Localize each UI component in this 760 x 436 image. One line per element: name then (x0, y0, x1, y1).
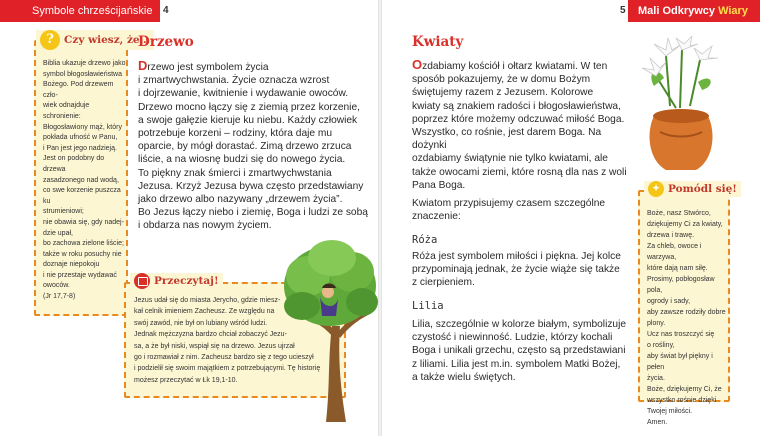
tree-zacchaeus-illustration (282, 236, 378, 422)
read-line: Jednak mężczyzna bardzo chciał zobaczyć Jezu- (134, 331, 287, 339)
rose-line: przypominają jednak, że życie wiąże się także (412, 264, 620, 276)
did-you-know-line: Jest on podobny do drzewa (43, 155, 105, 173)
flowers-line: sposób pokazujemy, że w domu Bożym (412, 74, 591, 86)
pray-line: o rośliny, (647, 342, 675, 349)
did-you-know-line: symbol błogosławieństwa (43, 70, 122, 78)
read-title: Przeczytaj! (130, 273, 223, 289)
did-you-know-line: i Pan jest jego nadzieją. (43, 144, 117, 152)
pray-line: Amen. (647, 419, 668, 426)
tree-line: potrzebuje korzeni – rodziny, która daje mu (138, 128, 333, 140)
tree-line: To piękny znak śmierci i zmartwychwstania (138, 167, 332, 179)
flowers-line: Pana Boga. (412, 179, 466, 191)
right-header-bar (628, 0, 760, 22)
pray-line: drzewa i trawę. (647, 232, 695, 239)
flowers-line: ozdabiamy świątynie nie tylko kwiatami, ale (412, 153, 608, 165)
rose-line: Róża jest symbolem miłości i piękna. Jej kolce (412, 251, 621, 262)
tree-line: i obdarza nas nowym życiem. (138, 220, 272, 232)
read-line: możesz przeczytać w Łk 19,1-10. (134, 376, 238, 384)
did-you-know-line: pokłada ufność w Panu, (43, 134, 118, 142)
pray-line: wszystko rośnie dzięki (647, 397, 717, 404)
tree-line: Drzewo mocno łączy się z ziemią przez korzenie, (138, 101, 360, 113)
pray-line: ogrody i sady, (647, 298, 691, 305)
tree-line: Bo Jezus łączy niebo i ziemię, Boga i ludzi ze sobą (138, 207, 368, 219)
flowers-intro (412, 197, 638, 223)
pray-line: Ucz nas troszczyć się (647, 331, 715, 338)
pray-line: dziękujemy Ci za kwiaty, (647, 221, 723, 228)
lily-line: z liliami. Lilia jest m.in. symbolem Matki Bożej, (412, 358, 621, 370)
right-page (382, 0, 760, 436)
did-you-know-line: doznaje niepokoju (43, 261, 100, 269)
tree-first-line: Drzewo jest symbolem życia (138, 58, 269, 73)
pray-line: Za chleb, owoce i warzywa, (647, 243, 702, 261)
tree-heading: Drzewo (138, 34, 194, 50)
praying-hands-icon (648, 181, 664, 197)
did-you-know-line: owoców. (43, 282, 70, 290)
pray-line: plony. (647, 320, 666, 327)
tree-line: oparcie, by mógł dorastać. Zimą drzewo zrzuca (138, 141, 352, 153)
lily-line: a także wielu świętych. (412, 371, 516, 383)
did-you-know-line: wiek odnajduje schronienie: (43, 102, 90, 120)
pray-box (638, 190, 730, 426)
tree-line: a swoje gałęzie kieruje ku niebu. Każdy człowiek (138, 114, 358, 126)
book-icon (134, 273, 150, 289)
read-line: sa, a że był niski, wspiął się na drzewo. Jezus ujrzał (134, 342, 295, 350)
tree-line: liście, a na wiosnę budzi się do nowego życia. (138, 154, 346, 166)
did-you-know-line: strumieniowi; (43, 208, 84, 216)
flowers-line: kwiaty są znakiem radości i błogosławieństwa, (412, 100, 621, 112)
flowers-line: także owocami ziemi, które rosną dla nas z woli (412, 166, 627, 178)
flowers-intro-line: znaczenie: (412, 211, 461, 223)
flowers-first-line: Ozdabiamy kościół i ołtarz kwiatami. W ten (412, 57, 608, 72)
did-you-know-title: ? Czy wiesz, że… (36, 30, 154, 50)
did-you-know-line: zasadzonego nad wodą, (43, 176, 119, 184)
pray-line: Boże, dziękujemy Ci, że (647, 386, 722, 393)
flowers-line: Wszystko, co rośnie, jest darem Boga. Na dożynki (412, 127, 602, 152)
did-you-know-line: i nie przestaje wydawać (43, 271, 117, 279)
pray-line: Twojej miłości. (647, 408, 693, 415)
did-you-know-line: także w roku posuchy nie (43, 250, 122, 258)
did-you-know-line: bo zachowa zielone liście; (43, 240, 124, 248)
did-you-know-line: co swe korzenie puszcza ku (43, 187, 121, 205)
pray-title: ✦ Pomódl się! (644, 181, 741, 197)
read-line: go i rozmawiał z nim. Zacheusz bardzo się z tego ucieszył (134, 354, 314, 362)
pray-line: aby zawsze rodziły dobre (647, 309, 726, 316)
lily-line: Boga i unikali grzechu, często są przedstawiani (412, 345, 626, 357)
read-line: swój zawód, nie był on lubiany wśród ludzi. (134, 319, 268, 327)
pray-line: Prosimy, pobłogosław pola, (647, 276, 715, 294)
did-you-know-line: Bożego. Pod drzewem czło- (43, 81, 114, 99)
did-you-know-line: (Jr 17,7-8) (43, 293, 76, 301)
pray-line: które dają nam siłę. (647, 265, 708, 272)
lily-text (412, 318, 638, 384)
tree-line: Jezusa. Krzyż Jezusa bywa często przedstawiany (138, 180, 364, 192)
read-line: kał celnik imieniem Zacheusz. Ze względu na (134, 308, 275, 316)
flowers-line: świętujemy razem z Jezusem. Kolorowe (412, 87, 594, 99)
pray-line: aby świat był piękny i pełen (647, 353, 713, 371)
lily-vase-illustration (636, 36, 726, 174)
pray-text (647, 208, 731, 428)
tree-line: i zmartwychwstania. Życie oznacza wzrost (138, 75, 330, 87)
read-line: i podzielił się swoim majątkiem z potrzebującymi. Tę historię (134, 365, 321, 373)
right-page-number: 5 (620, 5, 626, 16)
pray-line: życia. (647, 375, 665, 382)
rose-text (412, 250, 638, 290)
left-header-bar (0, 0, 160, 22)
left-page-number: 4 (163, 5, 169, 16)
flowers-line: poprzez które możemy odczuwać miłość Boga. (412, 113, 625, 125)
rose-heading: Róża (412, 234, 438, 246)
left-page (0, 0, 378, 436)
tree-body (138, 59, 374, 233)
flowers-dropcap: O (412, 57, 423, 72)
lily-line: Lilia, szczególnie w kolorze białym, symbolizuje (412, 319, 627, 330)
pray-line: Boże, nasz Stwórco, (647, 210, 711, 217)
flowers-heading: Kwiaty (412, 34, 464, 50)
flowers-lines (412, 73, 638, 192)
flowers-body (412, 58, 638, 192)
tree-dropcap: D (138, 58, 148, 73)
tree-line: jako drzewo albo nazywany „drzewem życia”. (138, 194, 343, 206)
did-you-know-text (43, 59, 127, 303)
right-header-title: Mali Odkrywcy Wiary (638, 5, 748, 17)
lily-line: czystość i niewinność. Ludzie, którzy kochali (412, 332, 613, 344)
tree-line: i dojrzewanie, kwitnienie i wydawanie owoców. (138, 88, 349, 100)
did-you-know-box (34, 40, 128, 316)
did-you-know-line: Biblia ukazuje drzewo jako (43, 60, 126, 67)
rose-line: z cierpieniem. (412, 277, 475, 289)
question-sun-icon (40, 30, 60, 50)
lily-heading: Lilia (412, 300, 444, 312)
did-you-know-line: nie obawia się, gdy nadej- (43, 218, 124, 226)
did-you-know-line: Błogosławiony mąż, który (43, 123, 122, 131)
read-line: Jezus udał się do miasta Jerycho, gdzie miesz- (134, 297, 281, 304)
did-you-know-line: dzie upał, (43, 229, 73, 237)
flowers-intro-line: Kwiatom przypisujemy czasem szczególne (412, 198, 606, 209)
left-header-title: Symbole chrześcijańskie (32, 5, 153, 17)
tree-lines (138, 74, 374, 232)
